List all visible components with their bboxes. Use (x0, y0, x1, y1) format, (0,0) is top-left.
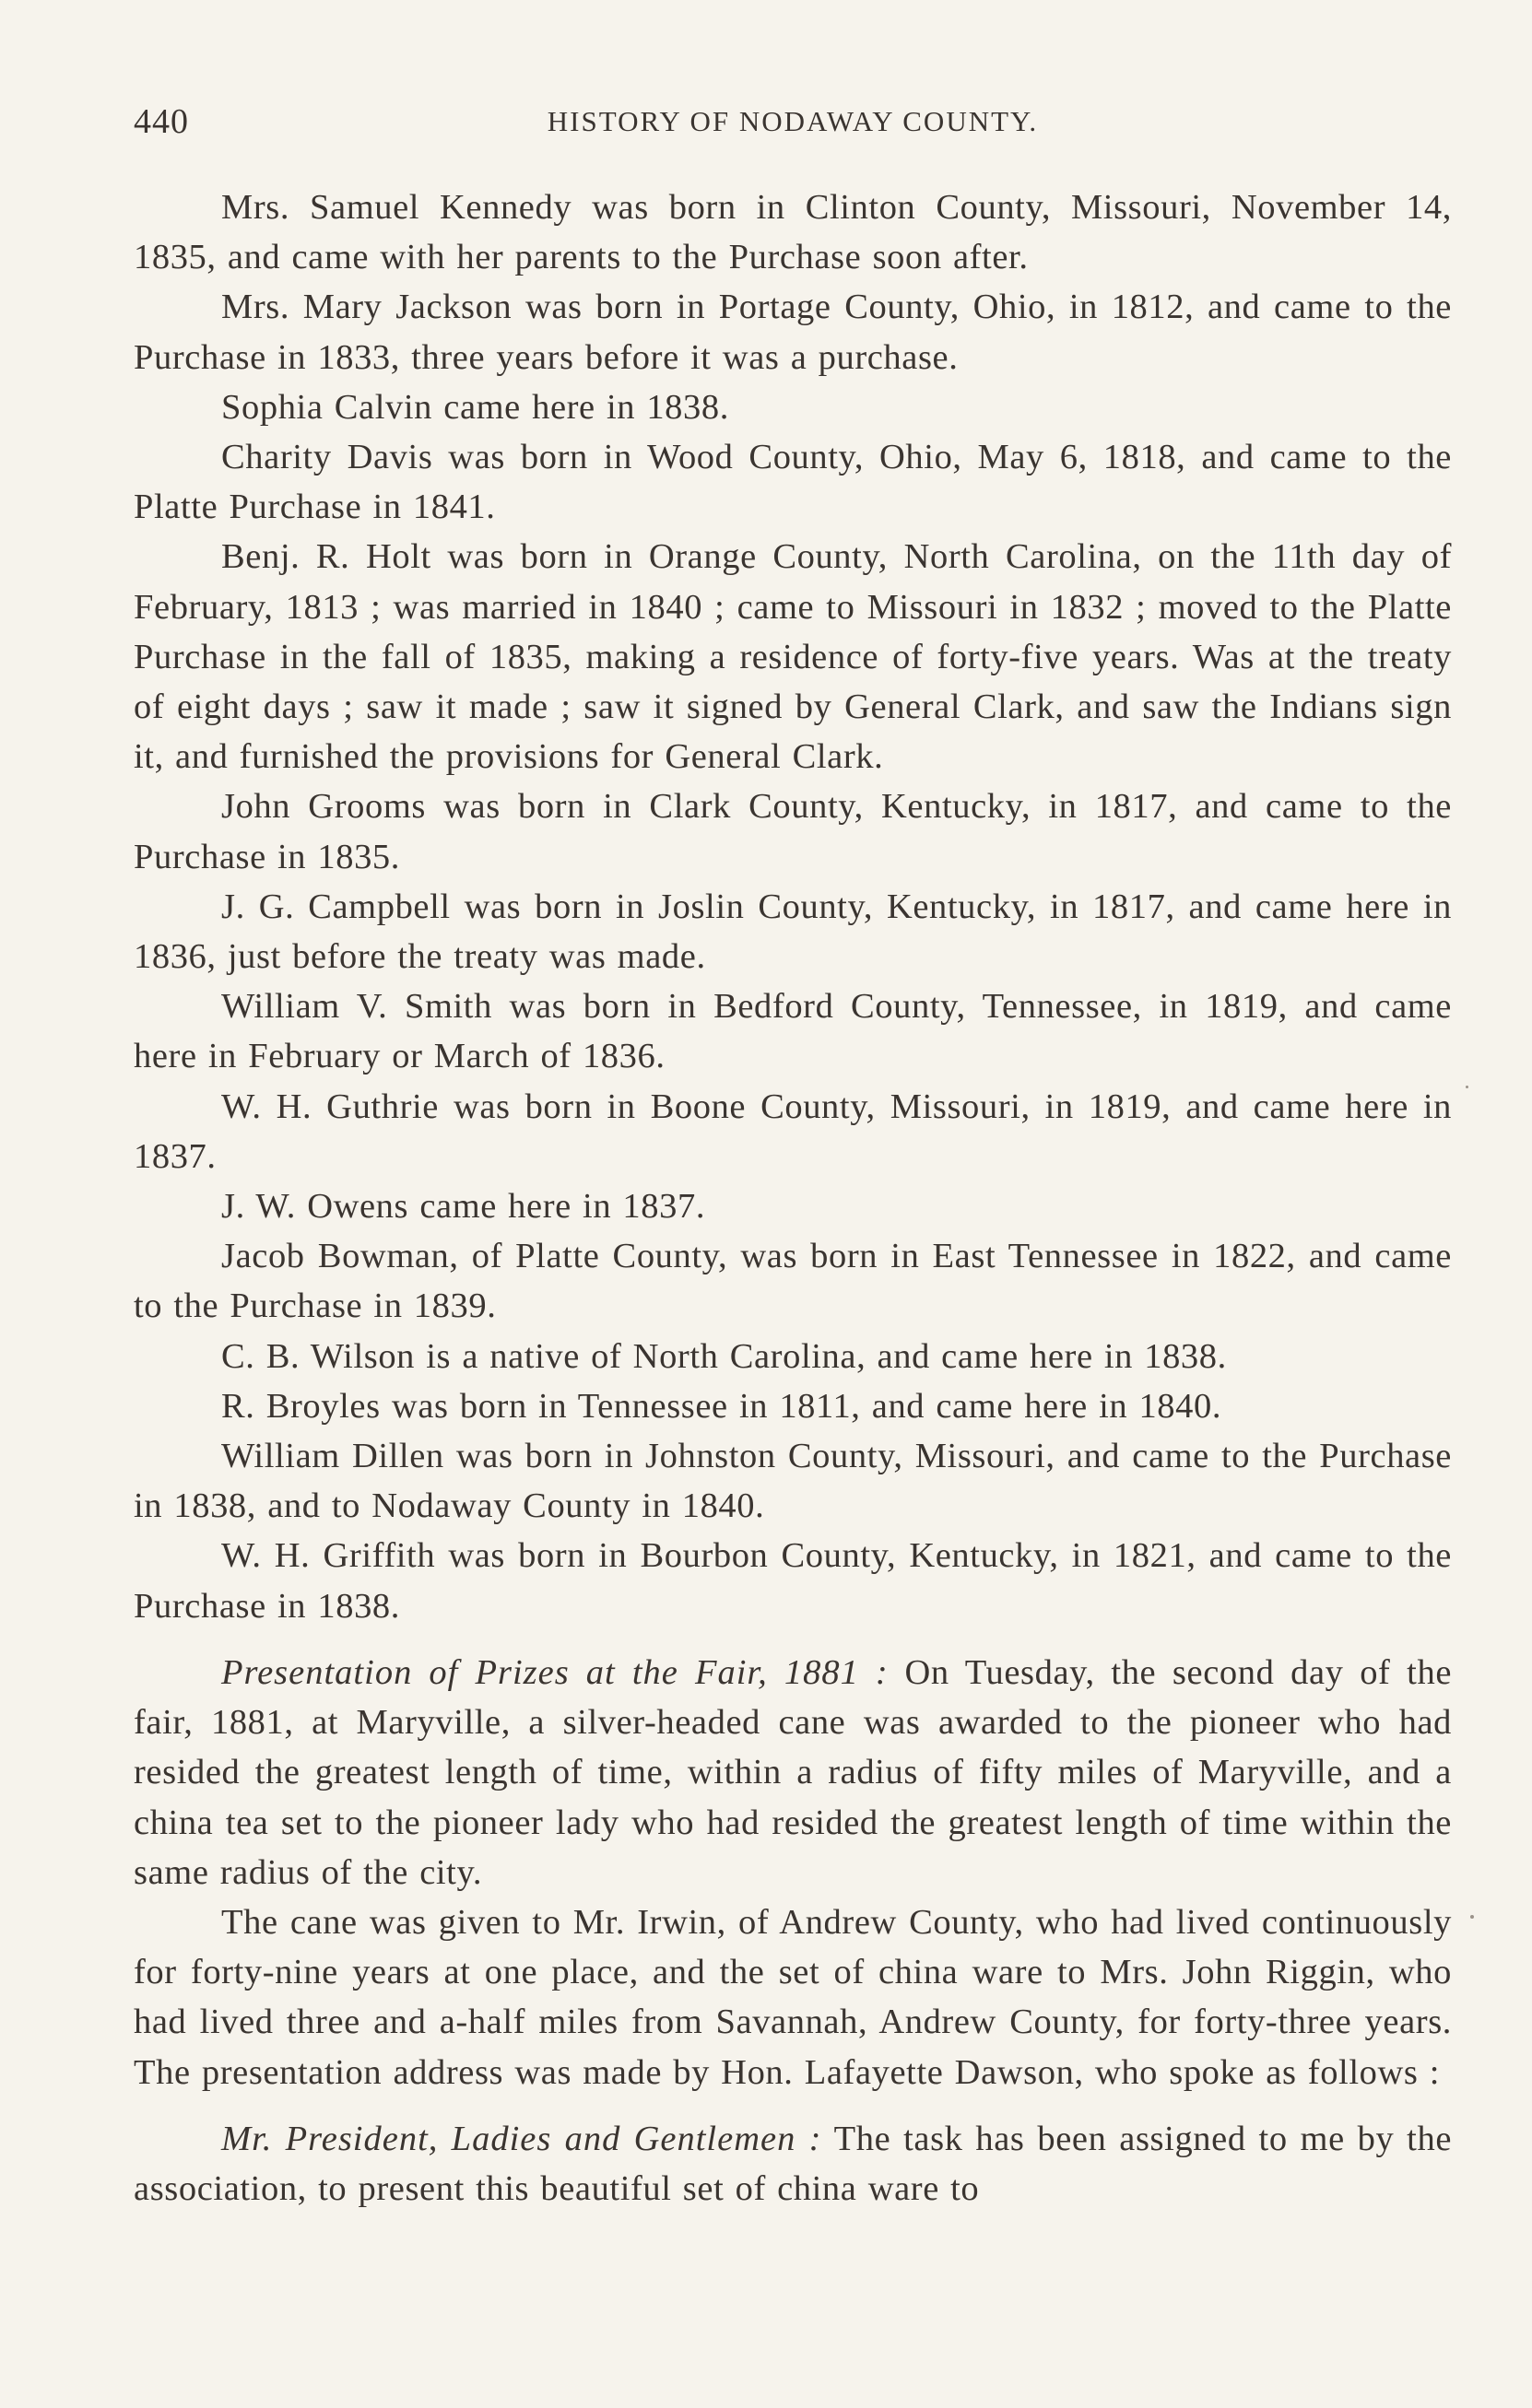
paper-speck (1470, 1915, 1474, 1919)
paragraph-smith: William V. Smith was born in Bedford County, Tennessee, in 1819, and came here in February or March of 1836. (134, 987, 1452, 1076)
address-salutation: Mr. President, Ladies and Gentlemen : (221, 2119, 822, 2158)
paragraph-guthrie: W. H. Guthrie was born in Boone County, Missouri, in 1819, and came here in 1837. (134, 1087, 1452, 1176)
page-number: 440 (134, 102, 189, 141)
body-text (134, 182, 1452, 2214)
paragraph-cane: The cane was given to Mr. Irwin, of Andrew County, who had lived continuously for forty-nine years at one place, and the set of china ware to Mrs. John Riggin, who had lived three and a-half miles from Savannah, Andrew County, for forty-three years. The presentation address was made by Hon. Lafayette Dawson, who spoke as follows : (134, 1902, 1452, 2092)
paragraph-prizes: Presentation of Prizes at the Fair, 1881 : On Tuesday, the second day of the fair, 1881, at Maryville, a silver-headed cane was awarded to the pioneer who had resided the greatest length of time, within a radius of fifty miles of Maryville, and a china tea set to the pioneer lady who had resided the greatest length of time within the same radius of the city. (134, 1652, 1453, 1892)
paragraph-holt: Benj. R. Holt was born in Orange County, North Carolina, on the 11th day of February, 1813 ; was married in 1840 ; came to Missouri in 1832 ; moved to the Platte Purchase in the fall of 1835, making a residence of forty-five years. Was at the treaty of eight days ; saw it made ; saw it signed by General Clark, and saw the Indians sign it, and furnished the provisions for General Clark. (134, 537, 1452, 777)
paper-speck (1466, 1086, 1468, 1088)
paragraph-owens: J. W. Owens came here in 1837. (221, 1187, 706, 1227)
paragraph-calvin: Sophia Calvin came here in 1838. (221, 387, 729, 427)
paragraph-davis: Charity Davis was born in Wood County, Ohio, May 6, 1818, and came to the Platte Purchase in 1841. (134, 438, 1452, 527)
running-title: HISTORY OF NODAWAY COUNTY. (547, 105, 1039, 137)
paragraph-dillen: William Dillen was born in Johnston County, Missouri, and came to the Purchase in 1838, and to Nodaway County in 1840. (134, 1437, 1452, 1526)
paragraph-grooms: John Grooms was born in Clark County, Kentucky, in 1817, and came to the Purchase in 1835. (134, 787, 1452, 876)
paragraph-wilson: C. B. Wilson is a native of North Carolina, and came here in 1838. (221, 1336, 1227, 1376)
paragraph-address: Mr. President, Ladies and Gentlemen : The task has been assigned to me by the association, to present this beautiful set of china ware to (134, 2119, 1453, 2208)
paragraph-griffith: W. H. Griffith was born in Bourbon County, Kentucky, in 1821, and came to the Purchase in 1838. (134, 1536, 1452, 1626)
paragraph-campbell: J. G. Campbell was born in Joslin County, Kentucky, in 1817, and came here in 1836, just before the treaty was made. (134, 887, 1452, 977)
page-header (134, 101, 1452, 157)
paragraph-broyles: R. Broyles was born in Tennessee in 1811, and came here in 1840. (221, 1386, 1222, 1426)
paragraph-bowman: Jacob Bowman, of Platte County, was born in East Tennessee in 1822, and came to the Purchase in 1839. (134, 1237, 1452, 1326)
paragraph-jackson: Mrs. Mary Jackson was born in Portage County, Ohio, in 1812, and came to the Purchase in 1833, three years before it was a purchase. (134, 288, 1452, 377)
paragraph-kennedy: Mrs. Samuel Kennedy was born in Clinton County, Missouri, November 14, 1835, and came with her parents to the Purchase soon after. (134, 188, 1452, 277)
section-heading-prizes: Presentation of Prizes at the Fair, 1881 : (221, 1652, 889, 1692)
